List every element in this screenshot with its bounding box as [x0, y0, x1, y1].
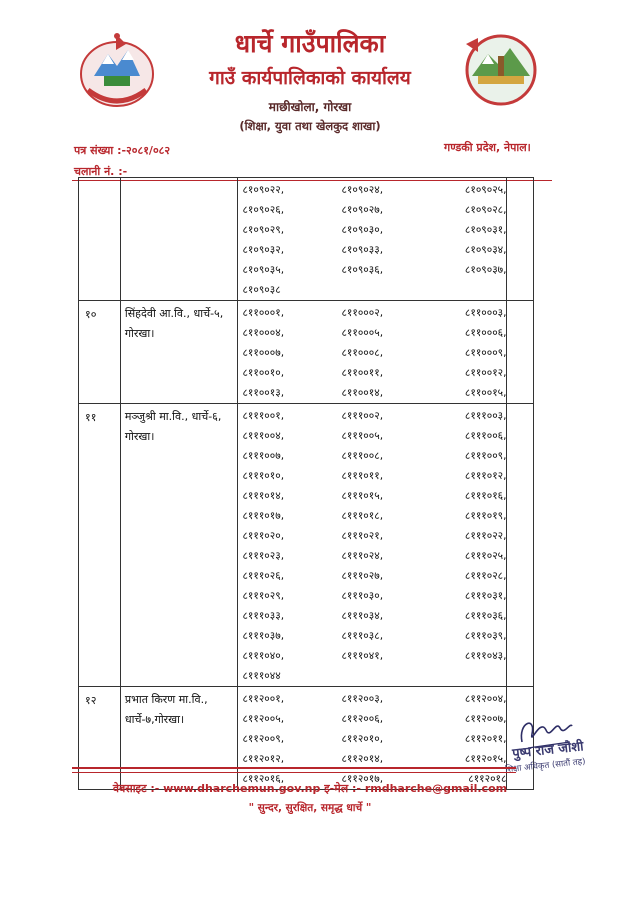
student-code: ८१११००२,	[341, 410, 384, 422]
student-code: ८१११०३९,	[464, 630, 507, 642]
student-code: ८१११०३८,	[341, 630, 384, 642]
student-code: ८१११०२०,	[242, 530, 285, 542]
student-code: ८१११०४०,	[242, 650, 285, 662]
code-line	[238, 689, 506, 709]
student-code: ८१११०१५,	[341, 490, 384, 502]
student-code: ८११०००२,	[341, 307, 384, 319]
code-line	[238, 280, 506, 300]
student-code: ८११००१४,	[341, 387, 384, 399]
remarks-cell	[507, 178, 534, 301]
student-code: ८१११०३४,	[341, 610, 384, 622]
code-line	[238, 729, 506, 749]
school-name-cell: मञ्जुश्री मा.वि., धार्चे-६, गोरखा।	[120, 404, 238, 687]
code-line	[238, 446, 506, 466]
code-line	[238, 406, 506, 426]
student-code: ८१११००७,	[242, 450, 285, 462]
student-code: ८१११०३६,	[464, 610, 507, 622]
student-code: ८१११०४३,	[464, 650, 507, 662]
code-line	[238, 383, 506, 403]
student-code	[436, 280, 506, 300]
motto: " सुन्दर, सुरक्षित, समृद्ध धार्चे "	[248, 802, 372, 814]
student-code: ८११०००४,	[242, 327, 285, 339]
student-code: ८११२००५,	[242, 713, 285, 725]
student-code: ८१११०३३,	[242, 610, 285, 622]
student-code: ८१११०३०,	[341, 590, 384, 602]
code-line	[238, 343, 506, 363]
student-code: ८११२००९,	[242, 733, 285, 745]
codes-cell	[238, 178, 507, 301]
serial-number-cell: १२	[79, 687, 121, 790]
student-code: ८१११०१२,	[464, 470, 507, 482]
remarks-cell	[507, 404, 534, 687]
table-row	[79, 404, 534, 687]
codes-cell	[238, 404, 507, 687]
student-code: ८१११०१७,	[242, 510, 285, 522]
student-code: ८१०९०२४,	[341, 184, 384, 196]
school-code-table	[78, 177, 534, 790]
student-code: ८१११०२४,	[341, 550, 384, 562]
student-code: ८१११०१६,	[464, 490, 507, 502]
student-code: ८१०९०३३,	[341, 244, 384, 256]
dispatch-number: चलानी नं. :-	[74, 165, 128, 178]
student-code: ८१०९०३६,	[341, 264, 384, 276]
student-code: ८१११०१०,	[242, 470, 285, 482]
student-code: ८११००१३,	[242, 387, 285, 399]
student-code: ८११२००४,	[464, 693, 507, 705]
student-code: ८१११०२१,	[341, 530, 384, 542]
student-code	[337, 666, 436, 686]
code-line	[238, 566, 506, 586]
code-line	[238, 709, 506, 729]
student-code: ८११०००९,	[464, 347, 507, 359]
code-line	[238, 586, 506, 606]
student-code: ८११२०१०,	[341, 733, 384, 745]
student-code: ८१०९०२९,	[242, 224, 285, 236]
footer-divider	[72, 767, 516, 769]
section-name: (शिक्षा, युवा तथा खेलकुद शाखा)	[239, 119, 381, 133]
student-code: ८१०९०३८	[242, 284, 281, 296]
student-code: ८११०००६,	[464, 327, 507, 339]
office-address: माछीखोला, गोरखा	[268, 100, 352, 114]
student-code: ८११२०१४,	[341, 753, 384, 765]
code-line	[238, 180, 506, 200]
province-label: गण्डकी प्रदेश, नेपाल।	[444, 141, 531, 154]
student-code: ८१११०११,	[341, 470, 384, 482]
serial-number-cell: ११	[79, 404, 121, 687]
student-code: ८१११०४४	[242, 670, 281, 682]
student-code: ८११२०१२,	[242, 753, 285, 765]
office-title: गाउँ कार्यपालिकाको कार्यालय	[209, 67, 411, 89]
footer-divider-thin	[72, 772, 516, 773]
student-code: ८१०९०३१,	[464, 224, 507, 236]
code-line	[238, 220, 506, 240]
code-line	[238, 466, 506, 486]
student-code: ८११२०१७,	[341, 773, 384, 785]
student-code: ८१११०३१,	[464, 590, 507, 602]
student-code: ८१११००१,	[242, 410, 285, 422]
student-code: ८११००१२,	[464, 367, 507, 379]
code-line	[238, 749, 506, 769]
student-code: ८११०००५,	[341, 327, 384, 339]
student-code: ८१११०१४,	[242, 490, 285, 502]
student-code: ८११२०११,	[464, 733, 507, 745]
municipality-title: धार्चे गाउँपालिका	[234, 29, 386, 58]
student-code: ८१०९०२५,	[464, 184, 507, 196]
codes-cell	[238, 301, 507, 404]
student-code: ८११२००१,	[242, 693, 285, 705]
codes-cell	[238, 687, 507, 790]
student-code: ८११००१५,	[464, 387, 507, 399]
signatory-name: पुष्प राज जोशी	[511, 739, 585, 762]
student-code: ८१११००६,	[464, 430, 507, 442]
code-line	[238, 363, 506, 383]
student-code: ८११२००७,	[464, 713, 507, 725]
student-code: ८११२०१५,	[464, 753, 507, 765]
code-line	[238, 646, 506, 666]
student-code: ८१०९०३७,	[464, 264, 507, 276]
student-code: ८११०००७,	[242, 347, 285, 359]
reference-number: पत्र संख्या :-२०८१/०८२	[74, 144, 171, 157]
code-line	[238, 606, 506, 626]
code-line	[238, 526, 506, 546]
student-code: ८१०९०३०,	[341, 224, 384, 236]
student-code: ८१११००९,	[464, 450, 507, 462]
student-code: ८१११०२३,	[242, 550, 285, 562]
table-row	[79, 178, 534, 301]
student-code: ८१११०२९,	[242, 590, 285, 602]
student-code: ८१११०४१,	[341, 650, 384, 662]
student-code: ८१११००८,	[341, 450, 384, 462]
student-code: ८११०००८,	[341, 347, 384, 359]
student-code: ८११२०१६,	[242, 773, 285, 785]
student-code: ८१११०२६,	[242, 570, 285, 582]
student-code: ८१११०२८,	[464, 570, 507, 582]
student-code: ८११०००३,	[464, 307, 507, 319]
student-code	[337, 280, 436, 300]
code-line	[238, 260, 506, 280]
contact-info	[0, 781, 620, 796]
code-line	[238, 486, 506, 506]
code-line	[238, 303, 506, 323]
student-code: ८१०९०२२,	[242, 184, 285, 196]
serial-number-cell: १०	[79, 301, 121, 404]
table-row	[79, 301, 534, 404]
code-line	[238, 240, 506, 260]
school-name-cell	[120, 178, 238, 301]
student-code: ८११२००६,	[341, 713, 384, 725]
student-code: ८१११००५,	[341, 430, 384, 442]
code-line	[238, 323, 506, 343]
student-code: ८११००१०,	[242, 367, 285, 379]
contact-text: वेबसाइट :- www.dharchemun.gov.np इ-मेल :- rmdharche@gmail.com	[112, 782, 508, 795]
student-code: ८१११०२२,	[464, 530, 507, 542]
student-code: ८१११०२५,	[464, 550, 507, 562]
signatory-title: शिक्षा अधिकृत (सातौं तह)	[504, 756, 587, 776]
code-line	[238, 666, 506, 686]
school-name-cell: प्रभात किरण मा.वि., धार्चे-७,गोरखा।	[120, 687, 238, 790]
student-code: ८११२०१८	[468, 773, 507, 785]
student-code: ८११००११,	[341, 367, 384, 379]
student-code: ८१११०२७,	[341, 570, 384, 582]
student-code: ८१११००४,	[242, 430, 285, 442]
code-line	[238, 546, 506, 566]
student-code	[436, 666, 506, 686]
student-code: ८१०९०३२,	[242, 244, 285, 256]
serial-number-cell	[79, 178, 121, 301]
student-code: ८१०९०३५,	[242, 264, 285, 276]
student-code: ८१०९०२७,	[341, 204, 384, 216]
student-code: ८११०००१,	[242, 307, 285, 319]
student-code: ८११२००३,	[341, 693, 384, 705]
table-row	[79, 687, 534, 790]
school-name-cell: सिंहदेवी आ.वि., धार्चे-५, गोरखा।	[120, 301, 238, 404]
student-code: ८१०९०२८,	[464, 204, 507, 216]
student-code: ८१११०१९,	[464, 510, 507, 522]
code-line	[238, 426, 506, 446]
code-line	[238, 626, 506, 646]
code-line	[238, 200, 506, 220]
student-code: ८१०९०३४,	[464, 244, 507, 256]
code-line	[238, 506, 506, 526]
student-code: ८१११००३,	[464, 410, 507, 422]
student-code: ८१११०१८,	[341, 510, 384, 522]
student-code: ८१०९०२६,	[242, 204, 285, 216]
student-code: ८१११०३७,	[242, 630, 285, 642]
remarks-cell	[507, 301, 534, 404]
